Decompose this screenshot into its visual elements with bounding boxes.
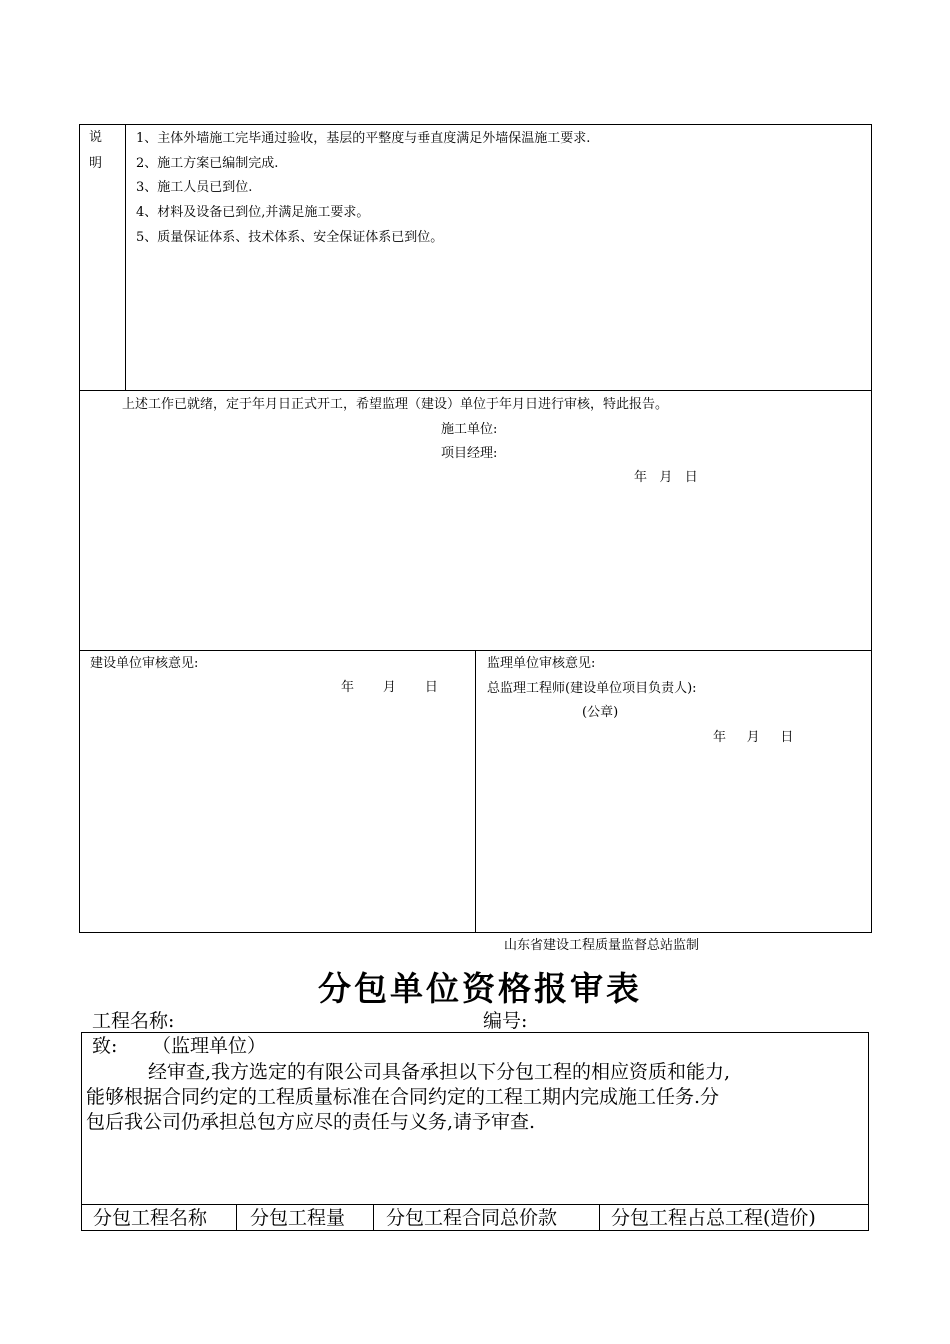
project-manager-label: 项目经理:	[441, 446, 498, 461]
chief-engineer-label: 总监理工程师(建设单位项目负责人):	[487, 681, 697, 696]
divider	[236, 1204, 237, 1231]
note-item: 4、材料及设备已到位,并满足施工要求。	[136, 205, 370, 220]
notes-label: 说	[89, 130, 103, 145]
report-text: 上述工作已就绪，定于年月日正式开工，希望监理（建设）单位于年月日进行审核，特此报告。	[122, 397, 669, 412]
divider	[599, 1204, 600, 1231]
note-item: 3、施工人员已到位.	[136, 180, 253, 195]
project-name-label: 工程名称:	[92, 1010, 175, 1032]
contractor-label: 施工单位:	[441, 422, 498, 437]
note-item: 2、施工方案已编制完成.	[136, 156, 279, 171]
table-header-cell: 分包工程名称	[93, 1207, 208, 1229]
divider	[475, 650, 476, 933]
table-header-cell: 分包工程量	[250, 1207, 346, 1229]
supervisor-review-label: 监理单位审核意见:	[487, 656, 596, 671]
to-label: 致:	[92, 1035, 118, 1057]
issuer-footer: 山东省建设工程质量监督总站监制	[504, 938, 700, 953]
table-header-cell: 分包工程合同总价款	[386, 1207, 558, 1229]
divider	[373, 1204, 374, 1231]
supervisor-review-date: 年 月 日	[713, 730, 794, 745]
divider	[125, 124, 126, 391]
report-date: 年 月 日	[634, 470, 698, 485]
number-label: 编号:	[483, 1010, 528, 1032]
divider	[81, 1204, 869, 1205]
body-text: 能够根据合同约定的工程质量标准在合同约定的工程工期内完成施工任务.分	[86, 1086, 720, 1108]
page-title: 分包单位资格报审表	[318, 969, 642, 1008]
to-supervisor: （监理单位）	[152, 1035, 267, 1057]
owner-review-date: 年 月 日	[341, 680, 438, 695]
note-item: 5、质量保证体系、技术体系、安全保证体系已到位。	[136, 230, 444, 245]
divider	[79, 390, 872, 391]
seal-label: (公章)	[582, 705, 619, 720]
body-text: 包后我公司仍承担总包方应尽的责任与义务,请予审查.	[86, 1111, 536, 1133]
table-header-cell: 分包工程占总工程(造价)	[611, 1207, 816, 1229]
notes-label: 明	[89, 156, 103, 171]
note-item: 1、主体外墙施工完毕通过验收，基层的平整度与垂直度满足外墙保温施工要求.	[136, 131, 591, 146]
owner-review-label: 建设单位审核意见:	[90, 656, 199, 671]
body-text: 经审查,我方选定的有限公司具备承担以下分包工程的相应资质和能力,	[148, 1061, 731, 1083]
